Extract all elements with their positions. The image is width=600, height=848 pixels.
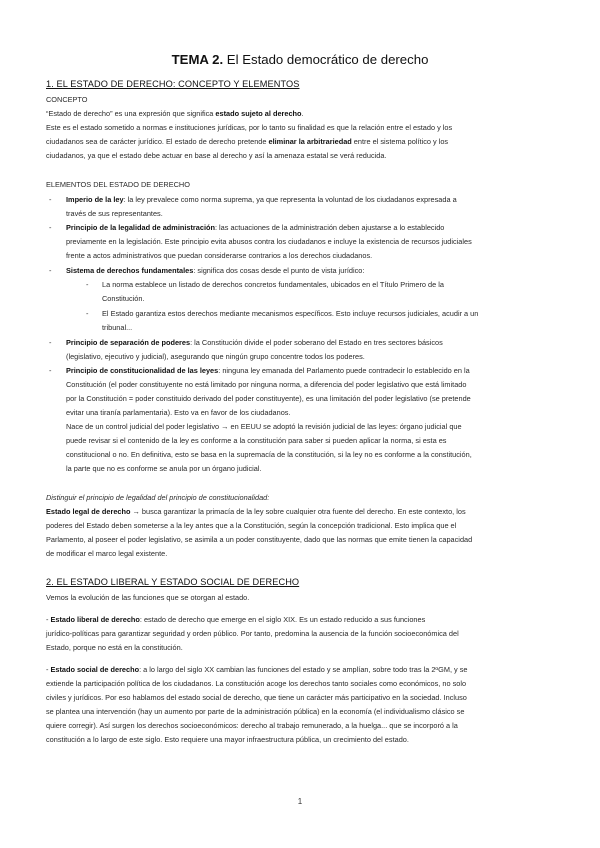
list-item: Principio de separación de poderes: la Constitución divide el poder soberano del Estado en tres sectores básicos — [66, 338, 443, 347]
paragraph-line: de modificar el marco legal existente. — [46, 549, 168, 558]
section-2-heading: 2. EL ESTADO LIBERAL Y ESTADO SOCIAL DE DERECHO — [46, 577, 300, 587]
paragraph-line: jurídico-políticas para garantizar seguridad y orden público. Por tanto, predomina la ausencia de la función socioeconómica del — [46, 629, 459, 638]
list-item: Sistema de derechos fundamentales: significa dos cosas desde el punto de vista jurídico: — [66, 266, 365, 275]
list-item-line: través de sus representantes. — [66, 209, 163, 218]
paragraph-line: - Estado liberal de derecho: estado de derecho que emerge en el siglo XIX. Es un estado reducido a sus funciones — [46, 615, 426, 624]
page-title: TEMA 2. El Estado democrático de derecho — [171, 52, 429, 67]
sub-list-item: El Estado garantiza estos derechos mediante mecanismos específicos. Esto incluye recursos judiciales, acudir a un — [102, 309, 479, 318]
paragraph-line: ciudadanos, ya que el estado debe actuar en base al derecho y así la amenaza estatal se verá reducida. — [46, 151, 387, 160]
section-1-heading: 1. EL ESTADO DE DERECHO: CONCEPTO Y ELEMENTOS — [46, 79, 300, 89]
list-item-line: por la Constitución = poder constituido derivado del poder constituyente), es una limitación del poder legislativo (se pretende — [66, 394, 471, 403]
paragraph-line: - Estado social de derecho: a lo largo del siglo XX cambian las funciones del estado y se amplían, sobre todo tras la 2ºGM, y se — [46, 665, 468, 674]
paragraph-line: Este es el estado sometido a normas e instituciones jurídicas, por lo tanto su finalidad es que la relación entre el estado y los — [46, 123, 453, 132]
bullet-dash: - — [49, 266, 52, 275]
distinction-heading: Distinguir el principio de legalidad del principio de constitucionalidad: — [46, 493, 270, 502]
list-item-line: la parte que no es conforme se anula por un órgano judicial. — [66, 464, 262, 473]
paragraph-line: constitución a lo largo de este siglo. Esto requiere una mayor infraestructura pública, un crecimiento del estado. — [46, 735, 409, 744]
list-item: Imperio de la ley: la ley prevalece como norma suprema, ya que representa la voluntad de los ciudadanos expresada a — [66, 195, 457, 204]
elementos-label: ELEMENTOS DEL ESTADO DE DERECHO — [46, 180, 190, 189]
paragraph-line: extiende la participación política de los ciudadanos. La constitución acoge los derechos tanto sociales como económicos, no solo — [46, 679, 467, 688]
sub-list-item: La norma establece un listado de derechos concretos fundamentales, ubicados en el Título Primero de la — [102, 280, 444, 289]
list-item-line: evitar una tiranía parlamentaria). Esto va en favor de los ciudadanos. — [66, 408, 291, 417]
page-number: 1 — [297, 797, 303, 806]
list-item: Principio de constitucionalidad de las leyes: ninguna ley emanada del Parlamento puede contradecir lo establecido en la — [66, 366, 470, 375]
bullet-dash: - — [49, 366, 52, 375]
paragraph-line: Parlamento, al poseer el poder legislativo, se asimila a un poder constituyente, dado que las normas que emite tienen la capacidad — [46, 535, 473, 544]
list-item-line: frente a actos administrativos que puedan considerarse contrarios a los derechos ciudadanos. — [66, 251, 373, 260]
list-item-line: Constitución (el poder constituyente no está limitado por ninguna norma, a diferencia del poder legislativo que está limitado — [66, 380, 467, 389]
sub-list-item-line: tribunal... — [102, 323, 133, 332]
sub-bullet-dash: - — [86, 280, 89, 289]
paragraph-line: poderes del Estado deben someterse a la ley antes que a la Constitución, según la concepción tradicional. Esto implica que el — [46, 521, 457, 530]
list-item-line: (legislativo, ejecutivo y judicial), asegurando que ningún grupo concentre todos los poderes. — [66, 352, 365, 361]
paragraph-line: se plantea una intervención (hay un aumento por parte de la administración pública) en la economía (el individualismo clásico se — [46, 707, 465, 716]
bullet-dash: - — [49, 338, 52, 347]
list-item-line: previamente en la legislación. Este principio evita abusos contra los ciudadanos e incluye la existencia de recursos judiciales — [66, 237, 472, 246]
bullet-dash: - — [49, 195, 52, 204]
sub-list-item-line: Constitución. — [102, 294, 145, 303]
paragraph-line: Estado, porque no está en la constitución. — [46, 643, 183, 652]
sub-bullet-dash: - — [86, 309, 89, 318]
list-item-line: puede revisar si el contenido de la ley es conforme a la constitución para saber si pueden aplicar la norma, si esta es — [66, 436, 447, 445]
paragraph-line: “Estado de derecho” es una expresión que significa estado sujeto al derecho. — [46, 109, 304, 118]
bullet-dash: - — [49, 223, 52, 232]
paragraph-line: ciudadanos sea de carácter jurídico. El estado de derecho pretende eliminar la arbitrariedad entre el sistema político y los — [46, 137, 449, 146]
list-item: Principio de la legalidad de administración: las actuaciones de la administración deben ajustarse a lo establecido — [66, 223, 445, 232]
list-item-line: constitucional o no. En definitiva, esto se basa en la supremacía de la constitución, si la ley no es conforme a la constitución, — [66, 450, 472, 459]
list-item-line: Nace de un control judicial del poder legislativo → en EEUU se adoptó la revisión judicial de las leyes: órgano judicial que — [66, 422, 462, 431]
paragraph-line: quiere corregir). Así surgen los derechos socioeconómicos: derecho al trabajo remunerado, a la huelga... que se incorporó a la — [46, 721, 458, 730]
paragraph-line: civiles y jurídicos. Por eso hablamos del estado social de derecho, que tiene un carácter más participativo en la sociedad. Incluso — [46, 693, 467, 702]
paragraph-line: Vemos la evolución de las funciones que se otorgan al estado. — [46, 593, 250, 602]
paragraph-line: Estado legal de derecho → busca garantizar la primacía de la ley sobre cualquier otra fuente del derecho. En este contexto, los — [46, 507, 466, 516]
concepto-label: CONCEPTO — [46, 95, 88, 104]
